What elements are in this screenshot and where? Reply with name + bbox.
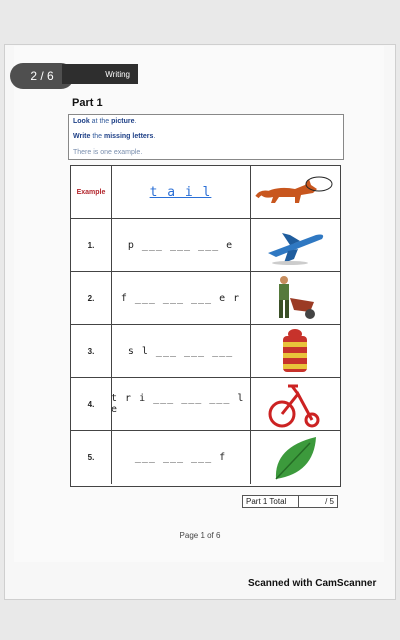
row-label: 4.	[71, 378, 112, 430]
table-row	[71, 219, 340, 272]
word-cell: t r i ___ ___ ___ l e	[111, 378, 251, 430]
part-title: Part 1	[72, 97, 103, 109]
table-row	[71, 166, 340, 219]
part-total-box	[242, 495, 338, 508]
instruction-line-3: There is one example.	[73, 149, 143, 156]
table-row	[71, 325, 340, 378]
instructions-box	[68, 114, 344, 160]
exercise-table	[70, 165, 341, 487]
word-cell: s l ___ ___ ___	[111, 325, 251, 377]
word-cell: f ___ ___ ___ e r	[111, 272, 251, 324]
row-label: 2.	[71, 272, 112, 324]
word-cell: p ___ ___ ___ e	[111, 219, 251, 271]
instruction-line-2: Write the missing letters.	[73, 133, 156, 140]
camscanner-watermark: Scanned with CamScanner	[248, 578, 377, 589]
snake-icon	[250, 325, 340, 377]
fox-icon	[250, 166, 340, 218]
word-cell: t a i l	[111, 166, 251, 218]
table-row	[71, 431, 340, 484]
part-total-score: / 5	[325, 497, 334, 506]
table-row	[71, 378, 340, 431]
page-indicator[interactable]: 2 / 6	[10, 63, 74, 89]
row-label: Example	[71, 166, 112, 218]
leaf-icon	[250, 431, 340, 484]
word-cell: ___ ___ ___ f	[111, 431, 251, 484]
total-divider	[298, 496, 299, 507]
section-tag: Writing	[62, 64, 138, 84]
table-row	[71, 272, 340, 325]
instruction-line-1: Look at the picture.	[73, 118, 137, 125]
row-label: 1.	[71, 219, 112, 271]
airplane-icon	[250, 219, 340, 271]
part-total-label: Part 1 Total	[246, 497, 287, 506]
page-number: Page 1 of 6	[179, 531, 221, 540]
row-label: 3.	[71, 325, 112, 377]
farmer-icon	[250, 272, 340, 324]
row-label: 5.	[71, 431, 112, 484]
tricycle-icon	[250, 378, 340, 430]
